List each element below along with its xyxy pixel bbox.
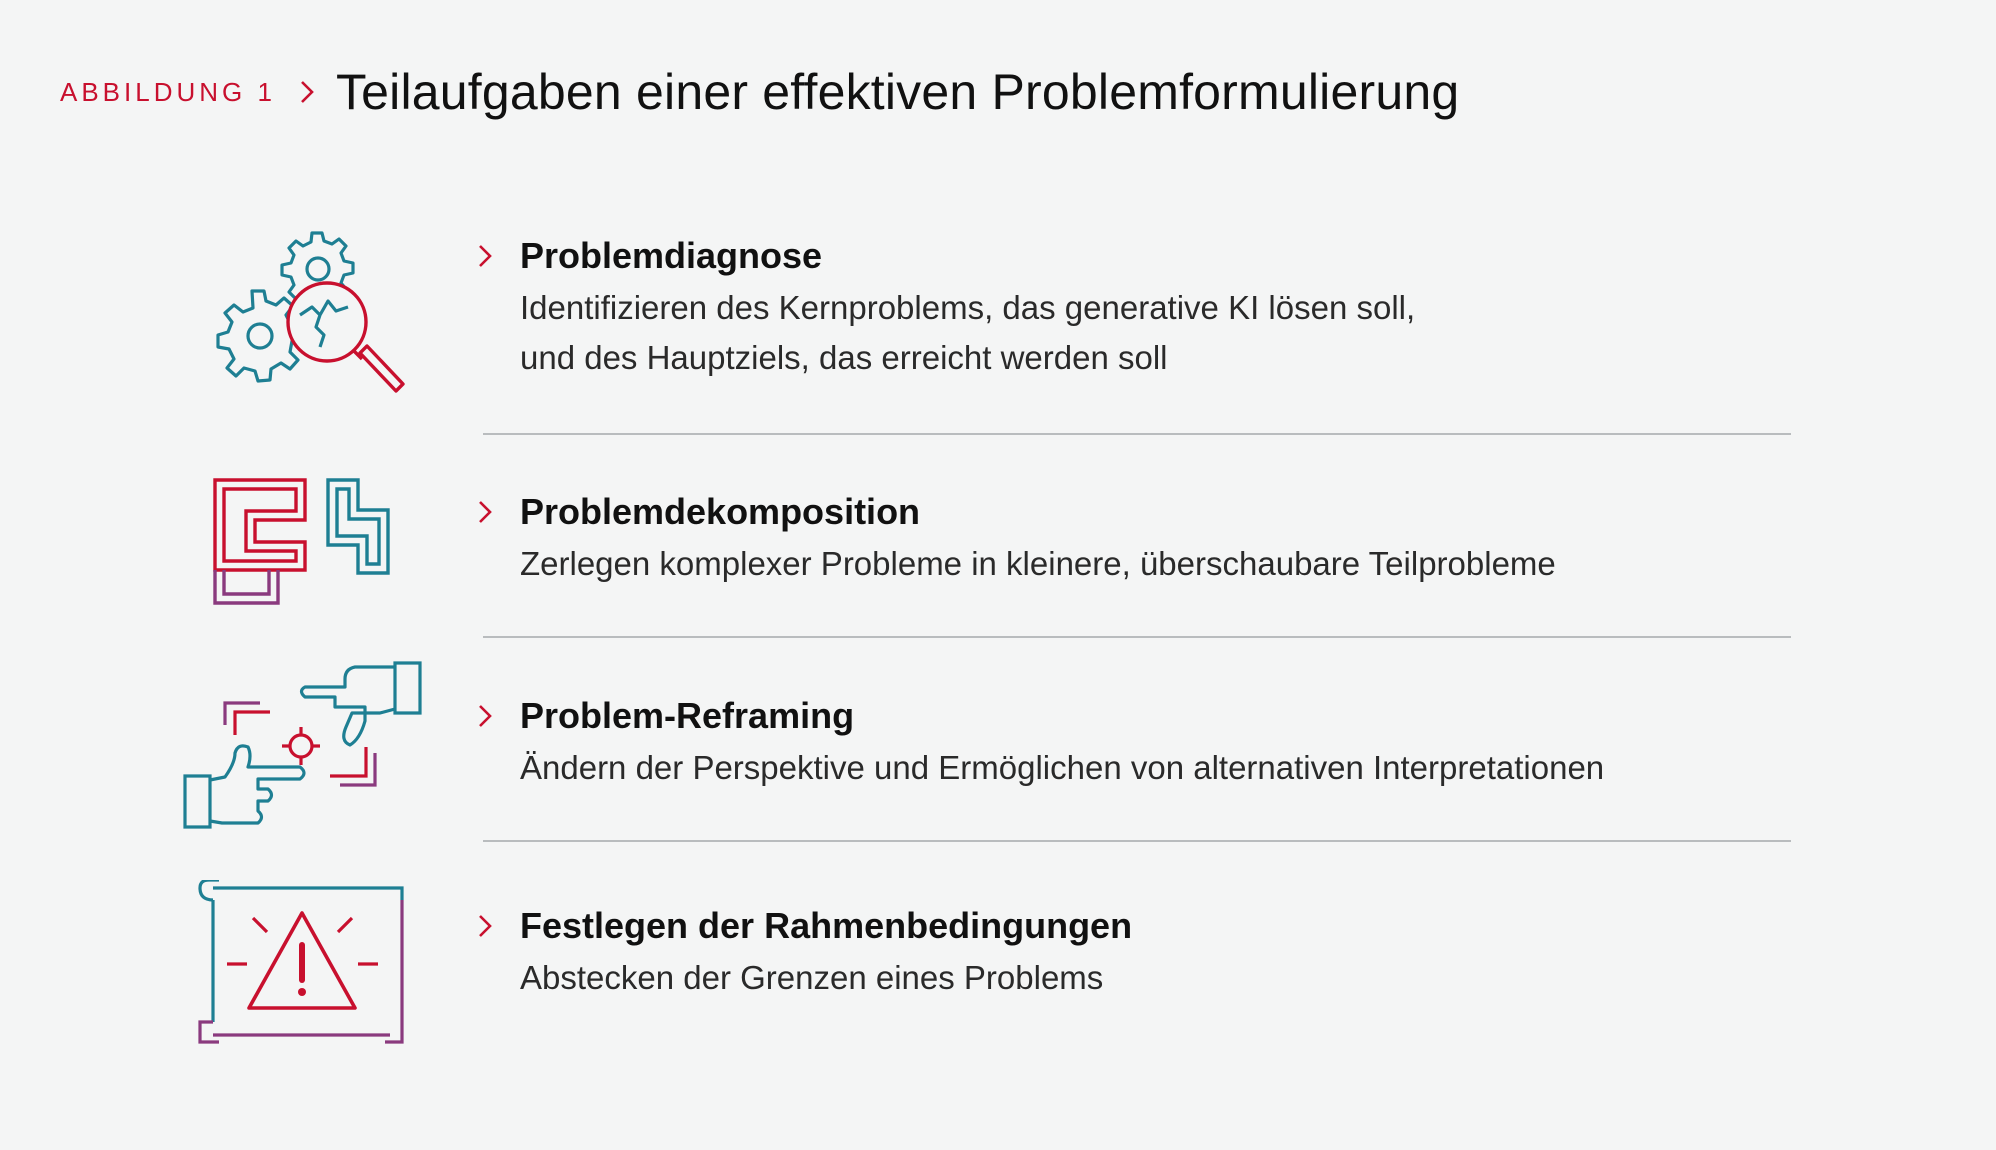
chevron-right-icon: [478, 704, 492, 728]
item-text: [520, 691, 1604, 793]
hands-frame-target-icon: [180, 655, 430, 840]
item-text: [520, 231, 1415, 383]
item-title: Problem-Reframing: [520, 695, 855, 736]
puzzle-blocks-icon: [210, 470, 400, 610]
item-title: Problemdiagnose: [520, 235, 823, 276]
item-title: Festlegen der Rahmenbedingungen: [520, 905, 1133, 946]
item-text: [520, 901, 1132, 1003]
item-description: Zerlegen komplexer Probleme in kleinere, überschaubare Teilprobleme: [520, 545, 1556, 582]
item-description: Abstecken der Grenzen eines Problems: [520, 959, 1104, 996]
chevron-right-icon: [478, 244, 492, 268]
chevron-right-icon: [478, 500, 492, 524]
gears-magnifier-icon: [190, 215, 420, 410]
divider: [483, 433, 1791, 435]
figure-header: [60, 52, 1459, 132]
figure-label: ABBILDUNG 1: [60, 76, 276, 107]
item-description: Ändern der Perspektive und Ermöglichen von alternativen Interpretationen: [520, 749, 1605, 786]
divider: [483, 636, 1791, 638]
item-text: [520, 487, 1556, 589]
item-description: und des Hauptziels, das erreicht werden soll: [520, 339, 1168, 376]
chevron-right-icon: [300, 80, 314, 104]
item-description: Identifizieren des Kernproblems, das generative KI lösen soll,: [520, 289, 1416, 326]
chevron-right-icon: [478, 914, 492, 938]
item-title: Problemdekomposition: [520, 491, 921, 532]
warning-frame-icon: [195, 880, 410, 1050]
divider: [483, 840, 1791, 842]
page-title: Teilaufgaben einer effektiven Problemformulierung: [335, 64, 1460, 120]
